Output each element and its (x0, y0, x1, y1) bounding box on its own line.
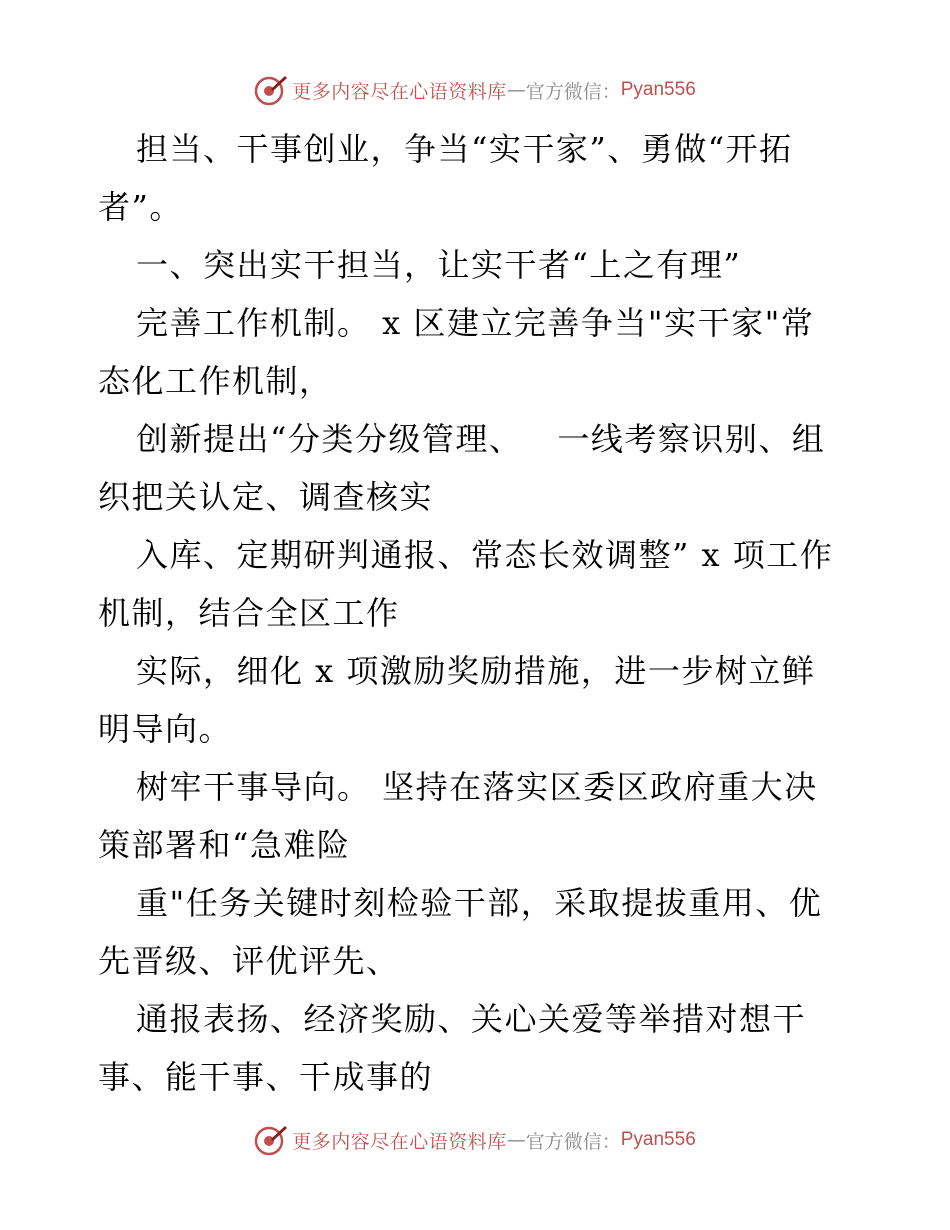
text-line: 担当、干事创业，争当“实干家”、勇做“开拓 (136, 130, 793, 168)
watermark-separator: — (506, 1129, 526, 1151)
watermark-brand-text: 更多内容尽在心语资料库 (292, 1130, 507, 1153)
text-line: 先晋级、评优评先、 (98, 942, 400, 980)
watermark-wechat-label: 官方微信： (525, 80, 621, 103)
text-line: 事、能干事、干成事的 (98, 1058, 434, 1096)
text-line: 织把关认定、调查核实 (98, 478, 434, 516)
watermark-separator: — (506, 79, 526, 101)
header-watermark (0, 72, 950, 108)
text-line: 树牢干事导向。 坚持在落实区委区政府重大决 (136, 768, 818, 806)
text-line: 创新提出“分类分级管理、 一线考察识别、组 (136, 420, 826, 458)
text-line: 入库、定期研判通报、常态长效调整” x 项工作 (136, 536, 834, 574)
text-line: 实际，细化 x 项激励奖励措施，进一步树立鲜 (136, 652, 816, 690)
text-line: 重"任务关键时刻检验干部，采取提拔重用、优 (136, 884, 823, 922)
text-line: 完善工作机制。 x 区建立完善争当"实干家"常 (136, 304, 815, 342)
watermark-wechat-id: Pyan556 (620, 79, 696, 100)
watermark-brand-text: 更多内容尽在心语资料库 (292, 80, 507, 103)
footer-watermark (0, 1122, 950, 1158)
text-line: 明导向。 (98, 710, 233, 748)
text-line: 机制，结合全区工作 (98, 594, 400, 632)
text-line: 者”。 (98, 188, 183, 226)
pen-logo-icon (254, 1123, 288, 1157)
pen-logo-icon (254, 73, 288, 107)
text-line: 通报表扬、经济奖励、关心关爱等举措对想干 (136, 1000, 807, 1038)
watermark-wechat-label: 官方微信： (525, 1130, 621, 1153)
watermark-wechat-id: Pyan556 (620, 1129, 696, 1150)
section-heading: 一、突出实干担当，让实干者“上之有理” (136, 246, 742, 284)
text-line: 策部署和“急难险 (98, 826, 351, 864)
text-line: 态化工作机制， (98, 362, 333, 400)
